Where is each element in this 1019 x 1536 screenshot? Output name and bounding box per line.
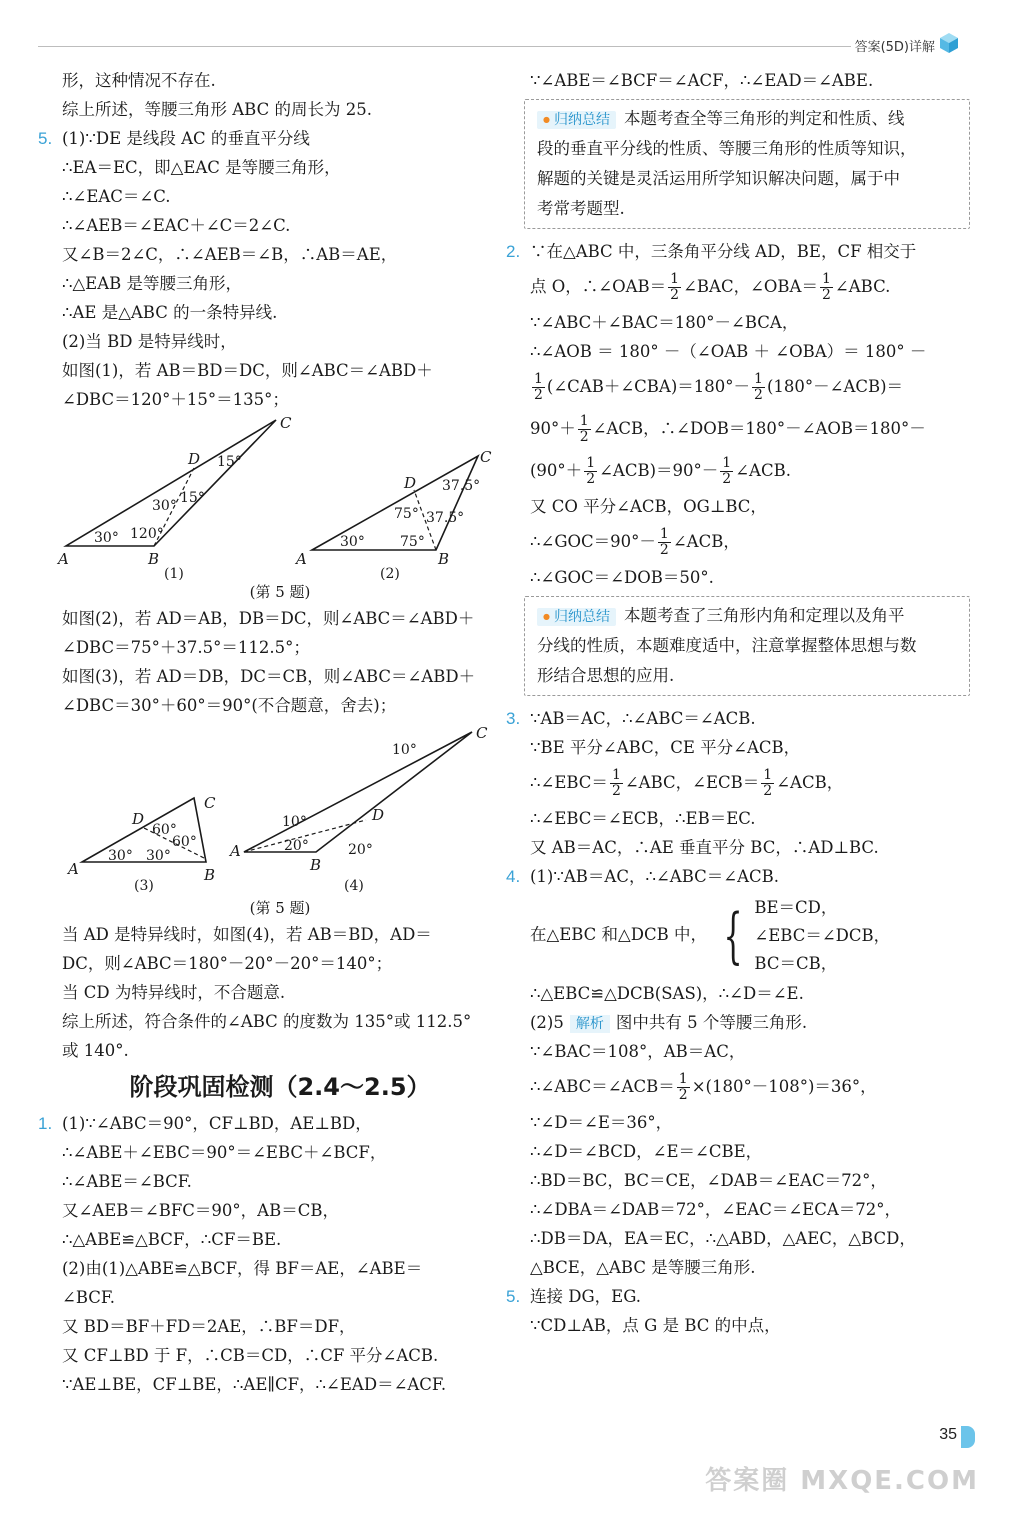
fraction: $\frac{1}{2}$	[611, 767, 621, 799]
text-segment: ×(180°－108°)＝36°，	[691, 1077, 877, 1096]
text-segment: ∴∠ABC＝∠ACB＝	[530, 1077, 675, 1096]
fraction: $\frac{1}{2}$	[821, 271, 831, 303]
text-line: 又 AB＝AC，∴AE 垂直平分 BC，∴AD⊥BC.	[530, 838, 879, 857]
label-D: D	[132, 810, 145, 828]
text-line: 如图(1)，若 AB＝BD＝DC，则∠ABC＝∠ABD＋	[62, 361, 433, 380]
text-segment: ∠ACB，	[776, 773, 844, 792]
watermark: 答案圈 MXQE.COM	[705, 1466, 979, 1496]
text-line: ∠DBC＝75°＋37.5°＝112.5°；	[62, 638, 310, 657]
question-number: 2.	[506, 242, 521, 261]
text-segment: ∠ACB，∴∠DOB＝180°－∠AOB＝180°－	[592, 419, 926, 438]
figure-caption: (2)	[380, 566, 400, 580]
text-line: ∠BCF.	[62, 1288, 116, 1307]
text-line: 考常考题型.	[537, 199, 625, 218]
text-line: 形结合思想的应用.	[537, 666, 675, 685]
fraction: $\frac{1}{2}$	[579, 413, 589, 445]
angle-label: 20°	[348, 842, 373, 858]
text-segment: ∠ACB.	[735, 461, 791, 480]
text-segment: ∴∠EBC＝	[530, 773, 608, 792]
figure-caption: (4)	[344, 878, 364, 894]
figure-caption: (1)	[164, 566, 184, 580]
label-B: B	[148, 550, 160, 568]
text-segment: ∠ABC，∠ECB＝	[624, 773, 760, 792]
label-A: A	[296, 550, 307, 568]
figure-caption: (3)	[134, 878, 154, 894]
brace-group	[712, 894, 890, 978]
analysis-tag: 解析	[570, 1015, 610, 1033]
figure-caption: (第 5 题)	[249, 583, 311, 601]
text-segment: BE＝CD，	[754, 897, 838, 917]
text-line: (2)当 BD 是特异线时，	[62, 332, 237, 351]
text-line: 又∠AEB＝∠BFC＝90°，AB＝CB，	[62, 1201, 339, 1220]
text-segment: 图中共有 5 个等腰三角形.	[615, 1013, 808, 1032]
text-segment: ∠ACB，	[672, 532, 740, 551]
question-number: 1.	[38, 1114, 53, 1133]
text-line: ∴∠AEB＝∠EAC＋∠C＝2∠C.	[62, 216, 291, 235]
text-segment: ∠EBC＝∠DCB，	[754, 925, 891, 945]
text-segment: 点 O，∴∠OAB＝	[530, 277, 667, 296]
math-line	[530, 1066, 970, 1108]
text-line: ∠DBC＝120°＋15°＝135°；	[62, 390, 289, 409]
triangle-figure-1	[54, 414, 494, 580]
text-segment: ∠ABC.	[834, 277, 891, 296]
fraction: $\frac{1}{2}$	[586, 455, 596, 487]
angle-label: 120°	[130, 526, 164, 542]
text-segment: (∠CAB＋∠CBA)＝180°－	[546, 377, 751, 396]
text-line: ∴∠EBC＝∠ECB，∴EB＝EC.	[530, 809, 756, 828]
text-line: ∴BD＝BC，BC＝CE，∠DAB＝∠EAC＝72°，	[530, 1171, 887, 1190]
figure-caption: (第 5 题)	[249, 899, 311, 917]
math-line	[530, 762, 970, 804]
text-line: DC，则∠ABC＝180°－20°－20°＝140°；	[62, 954, 393, 973]
text-line: 当 AD 是特异线时，如图(4)，若 AB＝BD，AD＝	[62, 925, 432, 944]
math-line	[530, 891, 970, 979]
angle-label: 30°	[94, 530, 119, 546]
page-number-badge	[961, 1426, 975, 1448]
summary-box	[524, 596, 970, 696]
label-B: B	[438, 550, 450, 568]
angle-label: 10°	[392, 742, 417, 758]
text-segment: 在△EBC 和△DCB 中，	[530, 925, 707, 944]
math-line	[530, 266, 970, 308]
figure-row-1-2	[58, 414, 498, 580]
brace-symbol: {	[723, 900, 743, 971]
text-line: (2)由(1)△ABE≌△BCF，得 BF＝AE，∠ABE＝	[62, 1259, 423, 1278]
text-line: 综上所述，符合条件的∠ABC 的度数为 135°或 112.5°	[62, 1012, 472, 1031]
fraction: $\frac{1}{2}$	[722, 455, 732, 487]
label-A: A	[230, 842, 241, 860]
text-line: ∵CD⊥AB，点 G 是 BC 的中点，	[530, 1316, 781, 1335]
figure-row-3-4	[62, 720, 498, 896]
summary-title: ● 归纳总结	[537, 111, 616, 129]
text-line: 段的垂直平分线的性质、等腰三角形的性质等知识，	[537, 139, 917, 158]
text-line: ∴∠D＝∠BCD，∠E＝∠CBE，	[530, 1142, 763, 1161]
angle-label: 20°	[284, 838, 309, 854]
angle-label: 30°	[108, 848, 133, 864]
fraction: $\frac{1}{2}$	[670, 271, 680, 303]
text-line: ∵AB＝AC，∴∠ABC＝∠ACB.	[530, 709, 756, 728]
text-line: (1)∵DE 是线段 AC 的垂直平分线	[62, 129, 310, 148]
text-line: (1)∵AB＝AC，∴∠ABC＝∠ACB.	[530, 867, 779, 886]
angle-label: 60°	[152, 822, 177, 838]
text-line: ∴∠GOC＝∠DOB＝50°.	[530, 568, 714, 587]
question-number: 5.	[38, 129, 53, 148]
math-line	[530, 521, 970, 563]
text-line: ∵∠ABE＝∠BCF＝∠ACF，∴∠EAD＝∠ABE.	[530, 71, 874, 90]
text-line: 或 140°.	[62, 1041, 129, 1060]
text-line: ∴△ABE≌△BCF，∴CF＝BE.	[62, 1230, 282, 1249]
angle-label: 37.5°	[442, 478, 481, 494]
angle-label: 10°	[282, 814, 307, 830]
label-B: B	[204, 866, 216, 884]
answer-4	[506, 862, 970, 1282]
text-line: ∴∠EAC＝∠C.	[62, 187, 171, 206]
text-line: ∵∠D＝∠E＝36°，	[530, 1113, 673, 1132]
text-line: ∴AE 是△ABC 的一条特异线.	[62, 303, 278, 322]
label-D: D	[404, 474, 417, 492]
text-segment: 90°＋	[530, 419, 576, 438]
angle-label: 37.5°	[426, 510, 465, 526]
text-line: 连接 DG，EG.	[530, 1287, 642, 1306]
page-header	[38, 34, 981, 54]
angle-label: 30°	[146, 848, 171, 864]
summary-title: ● 归纳总结	[537, 608, 616, 626]
fraction: $\frac{1}{2}$	[678, 1071, 688, 1103]
text-line: 本题考查全等三角形的判定和性质、线	[623, 109, 905, 128]
text-line: ∴∠DBA＝∠DAB＝72°，∠EAC＝∠ECA＝72°，	[530, 1200, 902, 1219]
math-line	[530, 450, 970, 492]
text-line: 如图(2)，若 AD＝AB，DB＝DC，则∠ABC＝∠ABD＋	[62, 609, 475, 628]
text-line: ∴△EAB 是等腰三角形，	[62, 274, 243, 293]
triangle-figure-2	[54, 720, 494, 896]
angle-label: 60°	[172, 834, 197, 850]
fraction: $\frac{1}{2}$	[659, 526, 669, 558]
math-line	[530, 366, 970, 408]
fraction: $\frac{1}{2}$	[534, 371, 543, 403]
text-line: 本题考查了三角形内角和定理以及角平	[623, 606, 905, 625]
text-line: ∴DB＝DA，EA＝EC，∴△ABD，△AEC，△BCD，	[530, 1229, 916, 1248]
answer-2	[506, 237, 970, 592]
text-segment: ∴∠GOC＝90°－	[530, 532, 656, 551]
text-line: ∴EA＝EC，即△EAC 是等腰三角形，	[62, 158, 341, 177]
text-line: 综上所述，等腰三角形 ABC 的周长为 25.	[62, 100, 372, 119]
left-column	[38, 66, 498, 1399]
label-C: C	[480, 448, 492, 466]
right-column	[506, 66, 970, 1340]
text-segment: BC＝CB，	[754, 953, 838, 973]
label-A: A	[58, 550, 69, 568]
question-number: 4.	[506, 867, 521, 886]
text-line: 又 BD＝BF＋FD＝2AE，∴BF＝DF，	[62, 1317, 356, 1336]
page-number: 35	[939, 1426, 957, 1443]
text-line: ∵在△ABC 中，三条角平分线 AD，BE，CF 相交于	[530, 242, 917, 261]
fraction: $\frac{1}{2}$	[763, 767, 773, 799]
fraction: $\frac{1}{2}$	[754, 371, 763, 403]
text-segment: (180°－∠ACB)＝	[766, 377, 904, 396]
answer-3	[506, 704, 970, 862]
summary-box	[524, 99, 970, 229]
angle-label: 15°	[217, 454, 242, 470]
text-line: 当 CD 为特异线时，不合题意.	[62, 983, 286, 1002]
text-line: 又 CO 平分∠ACB，OG⊥BC，	[530, 497, 767, 516]
section-title: 阶段巩固检测（2.4～2.5）	[129, 1073, 431, 1101]
label-C: C	[476, 724, 488, 742]
label-D: D	[188, 450, 201, 468]
text-line: 形，这种情况不存在.	[62, 71, 216, 90]
text-line: △BCE，△ABC 是等腰三角形.	[530, 1258, 756, 1277]
angle-label: 15°	[180, 490, 205, 506]
text-line: 又∠B＝2∠C，∴∠AEB＝∠B，∴AB＝AE，	[62, 245, 398, 264]
text-line: ∴∠AOB ＝ 180° －（∠OAB ＋ ∠OBA）＝ 180° －	[530, 342, 927, 361]
angle-label: 75°	[394, 506, 419, 522]
question-number: 5.	[506, 1287, 521, 1306]
text-segment: (90°＋	[530, 461, 583, 480]
text-line: 解题的关键是灵活运用所学知识解决问题，属于中	[537, 169, 900, 188]
label-B: B	[310, 856, 322, 874]
label-A: A	[68, 860, 79, 878]
text-line: ∵∠BAC＝108°，AB＝AC，	[530, 1042, 746, 1061]
text-line: 分线的性质，本题难度适中，注意掌握整体思想与数	[537, 636, 917, 655]
cube-icon	[939, 32, 959, 54]
math-line	[530, 1008, 970, 1037]
label-C: C	[280, 414, 292, 432]
question-number: 3.	[506, 709, 521, 728]
angle-label: 30°	[340, 534, 365, 550]
text-line: (1)∵∠ABC＝90°，CF⊥BD，AE⊥BD，	[62, 1114, 372, 1133]
text-segment: ∠ACB)＝90°－	[599, 461, 719, 480]
header-rule	[38, 46, 851, 47]
text-line: ∴∠ABE＝∠BCF.	[62, 1172, 192, 1191]
text-segment: (2)5	[530, 1013, 564, 1032]
text-segment: ∠BAC，∠OBA＝	[683, 277, 818, 296]
text-line: ∵∠ABC＋∠BAC＝180°－∠BCA，	[530, 313, 799, 332]
angle-label: 30°	[152, 498, 177, 514]
text-line: 又 CF⊥BD 于 F，∴CB＝CD，∴CF 平分∠ACB.	[62, 1346, 439, 1365]
text-line: ∴∠ABE＋∠EBC＝90°＝∠EBC＋∠BCF，	[62, 1143, 387, 1162]
angle-label: 75°	[400, 534, 425, 550]
text-line: ∵BE 平分∠ABC，CE 平分∠ACB，	[530, 738, 801, 757]
text-line: ∴△EBC≌△DCB(SAS)，∴∠D＝∠E.	[530, 984, 804, 1003]
text-line: ∵AE⊥BE，CF⊥BE，∴AE∥CF，∴∠EAD＝∠ACF.	[62, 1375, 447, 1394]
math-line	[530, 408, 970, 450]
answer-1	[38, 1109, 498, 1399]
text-line: 如图(3)，若 AD＝DB，DC＝CB，则∠ABC＝∠ABD＋	[62, 667, 476, 686]
label-C: C	[204, 794, 216, 812]
answer-5	[38, 124, 498, 1065]
answer-5-right	[506, 1282, 970, 1340]
text-line: ∠DBC＝30°＋60°＝90°(不合题意，舍去)；	[62, 696, 397, 715]
header-label: 答案(5D)详解	[854, 40, 935, 55]
label-D: D	[372, 806, 385, 824]
